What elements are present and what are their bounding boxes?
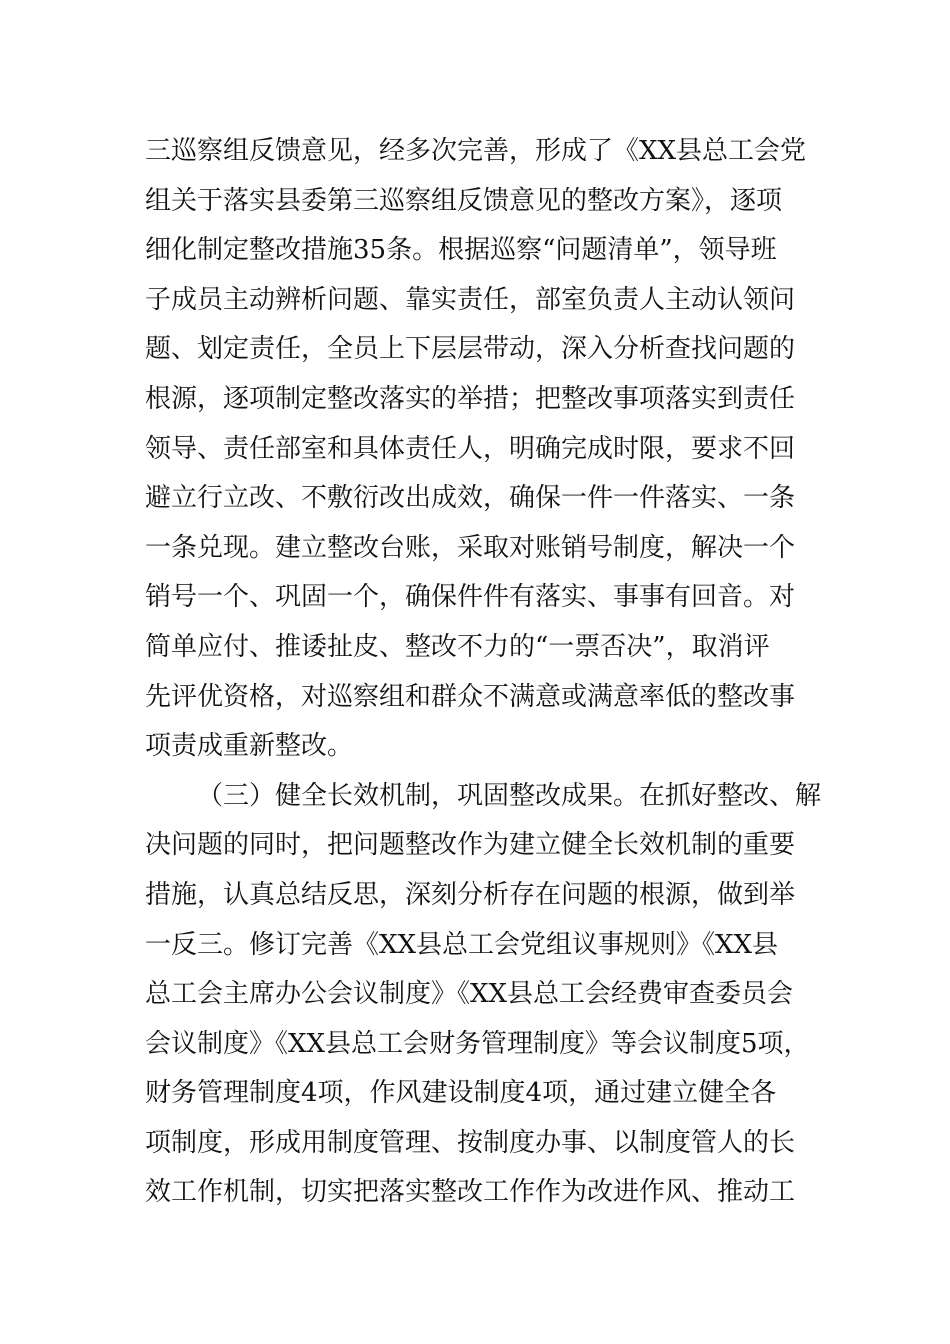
text-line: 领导、责任部室和具体责任人，明确完成时限，要求不回	[145, 433, 796, 464]
text-line: 子成员主动辨析问题、靠实责任，部室负责人主动认领问	[145, 284, 796, 315]
text-line: 组关于落实县委第三巡察组反馈意见的整改方案》，逐项	[145, 185, 783, 216]
text-line: 项制度，形成用制度管理、按制度办事、以制度管人的长	[145, 1127, 796, 1158]
text-line: 销号一个、巩固一个，确保件件有落实、事事有回音。对	[145, 582, 796, 613]
text-line: 细化制定整改措施35条。根据巡察“问题清单”，领导班	[145, 235, 777, 266]
text-line: 三巡察组反馈意见，经多次完善，形成了《XX县总工会党	[145, 136, 807, 166]
text-line: 先评优资格，对巡察组和群众不满意或满意率低的整改事	[145, 681, 796, 712]
text-line: 根源，逐项制定整改落实的举措；把整改事项落实到责任	[145, 383, 796, 414]
text-line: 一条兑现。建立整改台账，采取对账销号制度，解决一个	[145, 532, 796, 563]
text-line: 一反三。修订完善《XX县总工会党组议事规则》《XX县	[145, 929, 779, 960]
text-line: 会议制度》《XX县总工会财务管理制度》等会议制度5项，	[145, 1028, 810, 1059]
text-line: 总工会主席办公会议制度》《XX县总工会经费审查委员会	[145, 979, 794, 1010]
text-line: 项责成重新整改。	[145, 731, 354, 762]
text-line: 决问题的同时，把问题整改作为建立健全长效机制的重要	[145, 830, 796, 861]
text-line: 简单应付、推诿扯皮、整改不力的“一票否决”，取消评	[145, 631, 770, 662]
text-line: 财务管理制度4项，作风建设制度4项，通过建立健全各	[145, 1078, 777, 1109]
text-line: 效工作机制，切实把落实整改工作作为改进作风、推动工	[145, 1177, 796, 1208]
text-line: 措施，认真总结反思，深刻分析存在问题的根源，做到举	[145, 879, 796, 910]
section-heading-line: （三）健全长效机制，巩固整改成果。在抓好整改、解	[197, 780, 822, 811]
text-line: 题、划定责任，全员上下层层带动，深入分析查找问题的	[145, 334, 796, 365]
body-text	[145, 127, 822, 1218]
text-line: 避立行立改、不敷衍改出成效，确保一件一件落实、一条	[145, 483, 796, 514]
